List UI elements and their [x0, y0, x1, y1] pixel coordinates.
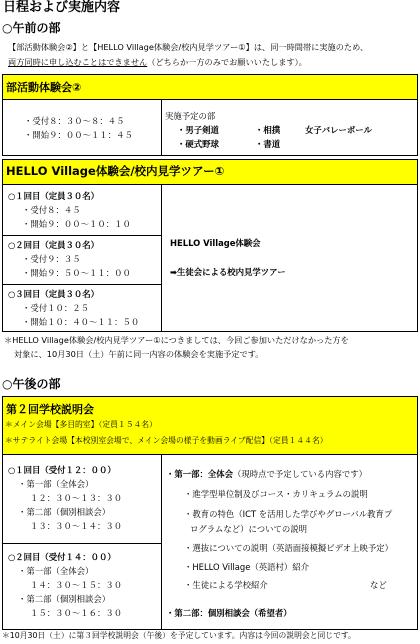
seminar-session-2-part1: ・第一部（全体会） [18, 566, 94, 576]
am-footnote-line1: ＊HELLO Village体験会/校内見学ツアー①につきましては、今回ご参加いただけなかった方を [4, 335, 349, 345]
seminar-part1-heading: ・第一部：全体会 [166, 469, 233, 479]
seminar-item-1: ・進学型単位制及びコース・カリキュラムの説明 [184, 489, 368, 499]
hello-row-divider-1 [2, 235, 161, 236]
seminar-venue-satellite: ＊サテライト会場【本校別室会場で、メイン会場の様子を動画ライブ配信】（定員１４４名） [5, 436, 328, 445]
club-item-kendo: ・男子剣道 [177, 125, 219, 135]
seminar-session-2-part1-time: １４：３０～１５：３０ [30, 580, 123, 590]
seminar-divider [161, 454, 162, 630]
seminar-items-etc: など [370, 580, 387, 590]
club-reception: ・受付８：３０～８：４５ [24, 116, 125, 126]
seminar-session-2-part2-time: １５：３０～１６：３０ [30, 608, 123, 618]
page-title: 日程および実施内容 [3, 0, 121, 15]
hello-session-3-reception: ・受付１０：２５ [22, 303, 89, 313]
hello-session-2-reception: ・受付９：３５ [22, 254, 81, 264]
am-intro-line2 [8, 55, 307, 69]
hello-session-1-reception: ・受付８：４５ [22, 205, 81, 215]
hello-session-3-start: ・開始１０：４０～１１：５０ [22, 317, 140, 327]
seminar-session-2-part2: ・第二部（個別相談会） [18, 594, 111, 604]
hello-session-1-start: ・開始９：００～１０：１０ [22, 219, 131, 229]
seminar-session-1-part1-time: １２：３０～１３：３０ [30, 493, 123, 503]
club-item-sumo: ・相撲 [255, 125, 281, 135]
pm-heading: ○午後の部 [2, 377, 61, 391]
club-header: 部活動体験会② [6, 81, 82, 94]
seminar-item-3: ・選抜についての説明（英語面接模擬ビデオ上映予定） [184, 543, 394, 553]
seminar-item-2-cont: ログラムなど）についての説明 [190, 524, 307, 534]
club-planned-label: 実施予定の部 [165, 111, 216, 121]
club-item-volleyball: 女子バレーボール [305, 125, 372, 135]
am-intro-warning: 両方同時に申し込むことはできません [8, 57, 148, 67]
seminar-session-1-part2: ・第二部（個別相談会） [18, 507, 111, 517]
seminar-part1-note: （現時点で予定している内容です） [233, 469, 367, 479]
am-footnote-line2: 対象に、10月30日（土）午前に同一内容の体験会を実施予定です。 [14, 349, 264, 359]
hello-header: HELLO Village体験会/校内見学ツアー① [6, 164, 225, 178]
club-start: ・開始９：００～１１：４５ [24, 130, 133, 140]
seminar-item-5: ・生徒による学校紹介 [184, 580, 268, 590]
club-item-baseball: ・硬式野球 [177, 139, 219, 149]
am-heading: ○午前の部 [2, 21, 61, 35]
seminar-session-1-part1: ・第一部（全体会） [18, 479, 94, 489]
hello-divider [161, 184, 162, 332]
club-divider [161, 99, 162, 156]
hello-content-2: ➡生徒会による校内見学ツアー [170, 267, 286, 277]
seminar-item-4: ・HELLO Village（英語村）紹介 [184, 562, 310, 572]
hello-session-3-title: ○３回目（定員３０名） [8, 289, 100, 299]
hello-content-1: HELLO Village体験会 [170, 238, 261, 248]
seminar-session-2-title: ○２回目（受付１４：００） [8, 552, 116, 562]
seminar-venue-main: ＊メイン会場【多目的室】（定員１５４名） [5, 420, 157, 429]
pm-footnote: ＊10月30日（土）に第３回学校説明会（午後）を予定しています。内容は今回の説明会と同じです。 [2, 631, 356, 640]
seminar-session-1-title: ○１回目（受付１２：００） [8, 465, 116, 475]
am-intro-line1: 【部活動体験会②】と【HELLO Village体験会/校内見学ツアー①】は、同一時間帯に実施のため、 [8, 42, 369, 52]
seminar-header: 第２回学校説明会 [6, 403, 94, 416]
hello-session-2-start: ・開始９：５０～１１：００ [22, 268, 131, 278]
am-intro-rest: （どちらか一方のみでお願いいたします）。 [147, 57, 307, 67]
seminar-session-1-part2-time: １３：３０～１４：３０ [30, 521, 123, 531]
hello-session-1-title: ○１回目（定員３０名） [8, 191, 100, 201]
seminar-row-divider [2, 543, 161, 544]
seminar-part1-heading-line [166, 467, 367, 481]
seminar-part2-heading: ・第二部：個別相談会（希望者） [166, 608, 292, 618]
hello-session-2-title: ○２回目（定員３０名） [8, 240, 100, 250]
club-item-calligraphy: ・書道 [255, 139, 281, 149]
hello-row-divider-2 [2, 284, 161, 285]
seminar-item-2: ・教育の特色（ICT を活用した学びやグローバル教育プ [184, 509, 393, 519]
